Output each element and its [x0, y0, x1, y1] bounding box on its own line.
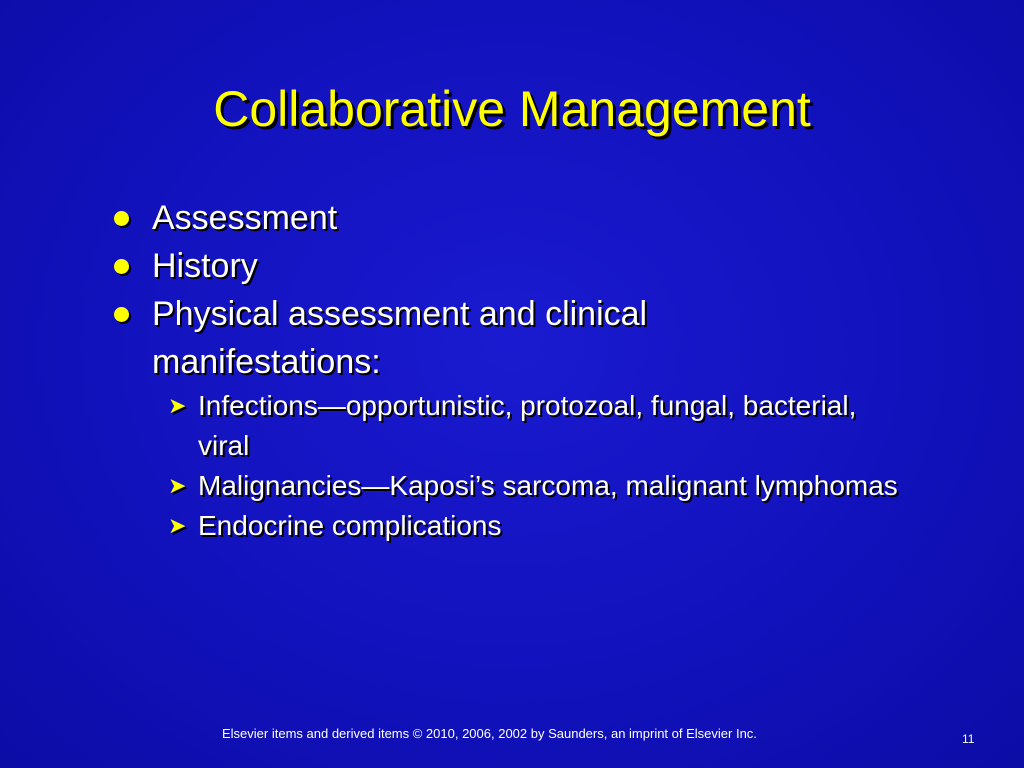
- sub-bullet-item: [110, 506, 970, 546]
- bullet-icon: [114, 259, 129, 274]
- bullet-icon: [114, 211, 129, 226]
- bullet-text: Assessment: [152, 199, 338, 237]
- bullet-item: [110, 290, 772, 386]
- bullet-item: [110, 242, 970, 290]
- sub-bullet-item: [110, 386, 888, 466]
- bullet-item: [110, 194, 970, 242]
- bullet-list: [110, 194, 970, 546]
- arrowhead-icon: ➤: [168, 473, 187, 498]
- sub-bullet-text: Infections—opportunistic, protozoal, fungal, bacterial, viral: [198, 390, 857, 461]
- copyright-footer: Elsevier items and derived items © 2010, 2006, 2002 by Saunders, an imprint of Elsevier Inc.: [222, 726, 757, 741]
- slide-title: Collaborative Management: [213, 81, 811, 137]
- bullet-icon: [114, 307, 129, 322]
- sub-bullet-item: [110, 466, 898, 506]
- sub-bullet-text: Endocrine complications: [198, 510, 502, 541]
- arrowhead-icon: ➤: [168, 393, 187, 418]
- bullet-text: Physical assessment and clinical manifestations:: [152, 295, 648, 381]
- page-number: 11: [962, 732, 975, 746]
- arrowhead-icon: ➤: [168, 513, 187, 538]
- bullet-text: History: [152, 247, 258, 285]
- sub-bullet-text: Malignancies—Kaposi’s sarcoma, malignant lymphomas: [198, 470, 898, 501]
